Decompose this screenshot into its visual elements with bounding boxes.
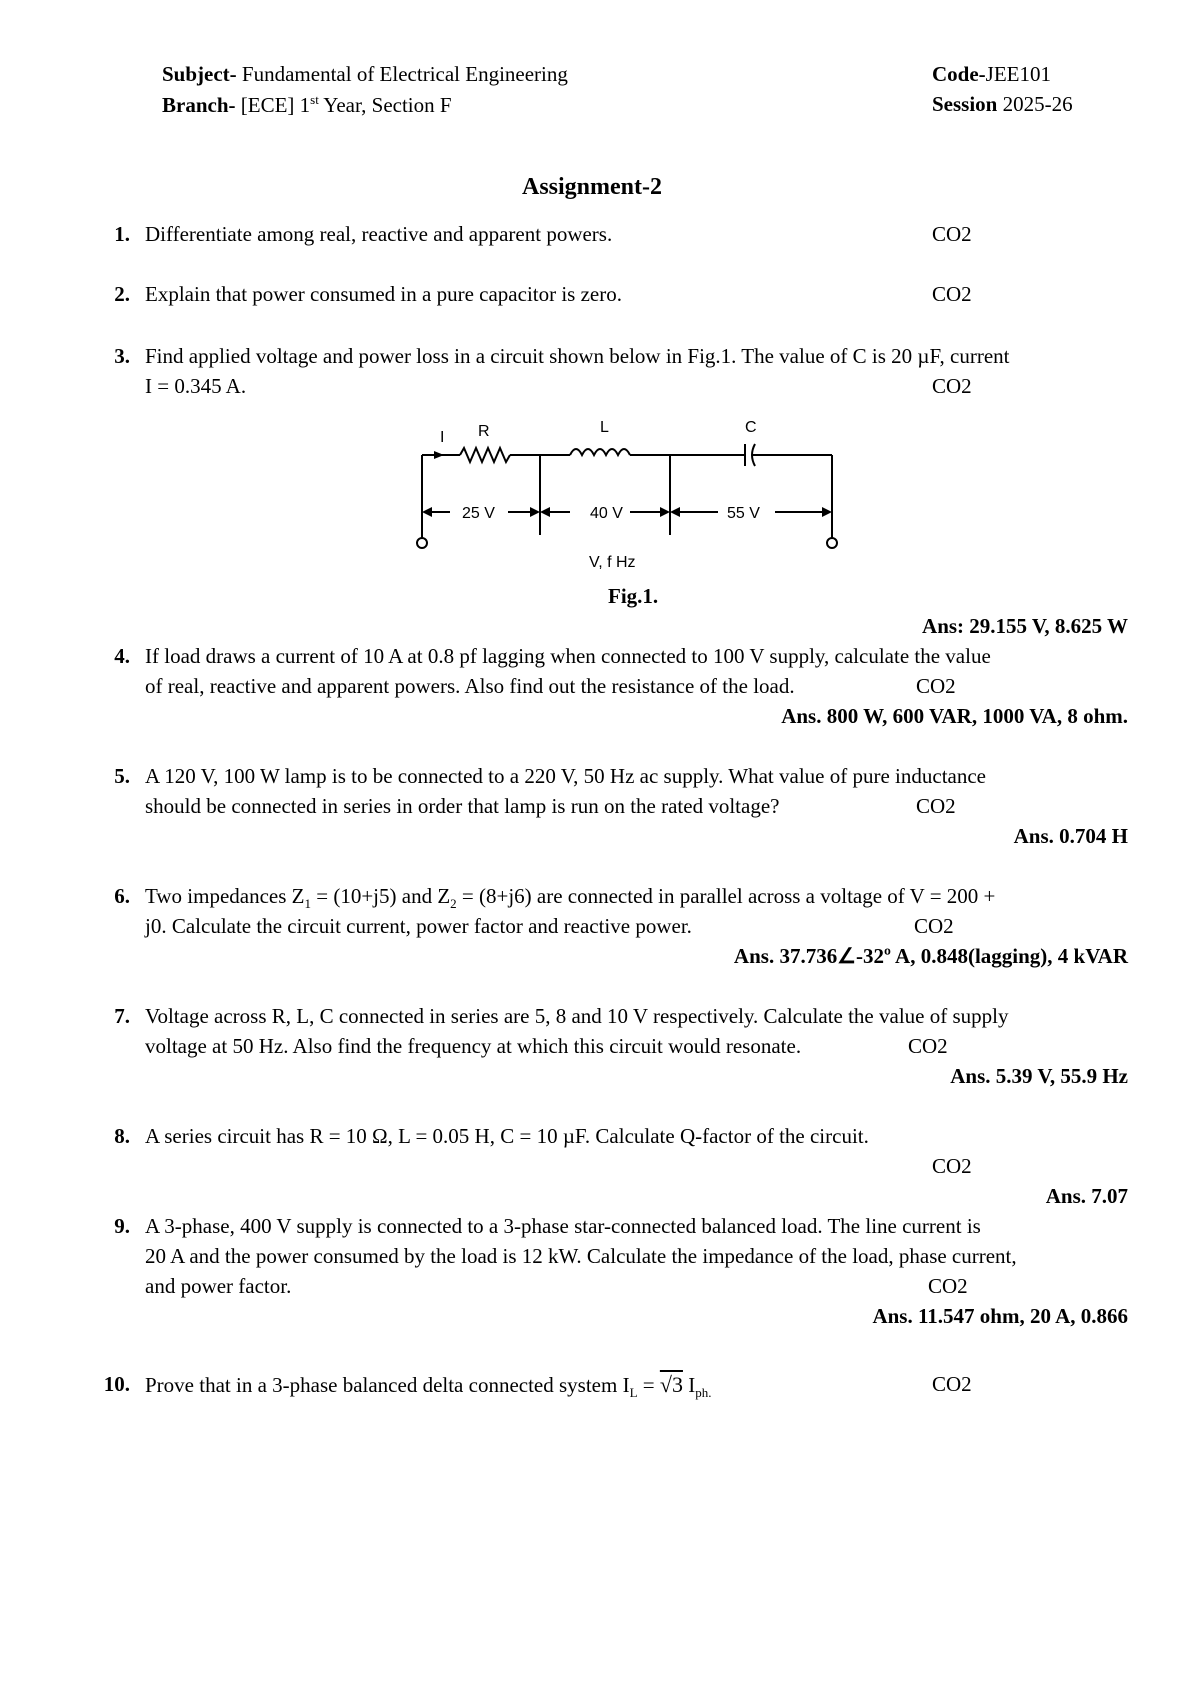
subscript: 1 <box>304 896 311 912</box>
code-value: JEE101 <box>985 62 1051 86</box>
question-text: of real, reactive and apparent powers. Also find out the resistance of the load. <box>145 674 795 698</box>
answer: Ans. 11.547 ohm, 20 A, 0.866 <box>872 1304 1128 1328</box>
course-outcome: CO2 <box>916 794 956 818</box>
question-text-part: Two impedances Z <box>145 884 305 908</box>
arrowhead <box>540 507 550 517</box>
code-label: Code- <box>932 62 986 86</box>
course-outcome: CO2 <box>932 374 972 398</box>
course-outcome: CO2 <box>928 1274 968 1298</box>
arrowhead <box>530 507 540 517</box>
arrowhead <box>822 507 832 517</box>
session-line <box>932 92 1073 117</box>
branch-line <box>162 92 452 118</box>
course-outcome: CO2 <box>932 222 972 246</box>
question-text: Find applied voltage and power loss in a circuit shown below in Fig.1. The value of C is 20 µF, current <box>145 344 1010 368</box>
question-number: 4. <box>114 644 130 668</box>
terminal-left <box>417 538 427 548</box>
question-text: Explain that power consumed in a pure capacitor is zero. <box>145 282 622 306</box>
code-line <box>932 62 1051 87</box>
terminal-right <box>827 538 837 548</box>
course-outcome: CO2 <box>932 1154 972 1178</box>
question-text: Differentiate among real, reactive and apparent powers. <box>145 222 613 246</box>
question-text <box>145 1372 711 1401</box>
arrowhead <box>670 507 680 517</box>
question-text <box>145 884 995 912</box>
question-text-part: = (10+j5) and Z <box>310 884 451 908</box>
current-arrowhead <box>434 451 444 459</box>
subscript: 2 <box>450 896 457 912</box>
question-text: Voltage across R, L, C connected in series are 5, 8 and 10 V respectively. Calculate the value of supply <box>145 1004 1009 1028</box>
answer: Ans. 0.704 H <box>1013 824 1128 848</box>
question-number: 2. <box>114 282 130 306</box>
branch-superscript: st <box>310 92 319 107</box>
subscript: ph. <box>695 1385 712 1401</box>
question-text: and power factor. <box>145 1274 292 1298</box>
question-text: voltage at 50 Hz. Also find the frequency at which this circuit would resonate. <box>145 1034 802 1058</box>
question-text-part: I <box>682 1373 696 1397</box>
branch-label: Branch- <box>162 93 236 117</box>
branch-value: [ECE] 1 <box>235 93 311 117</box>
arrowhead <box>660 507 670 517</box>
question-text: A 3-phase, 400 V supply is connected to a 3-phase star-connected balanced load. The line current is <box>145 1214 981 1238</box>
subject-label: Subject- <box>162 62 237 86</box>
answer: Ans. 37.736∠-32º A, 0.848(lagging), 4 kVAR <box>733 944 1128 968</box>
question-number: 5. <box>114 764 130 788</box>
answer: Ans: 29.155 V, 8.625 W <box>922 614 1128 638</box>
question-text-part: = <box>637 1373 660 1397</box>
question-number: 9. <box>114 1214 130 1238</box>
current-label: I <box>440 429 445 446</box>
question-number: 3. <box>114 344 130 368</box>
branch-value-post: Year, Section F <box>318 93 452 117</box>
subscript: L <box>629 1385 638 1401</box>
answer: Ans. 5.39 V, 55.9 Hz <box>950 1064 1128 1088</box>
sqrt-three: √3 <box>659 1372 683 1397</box>
question-number: 1. <box>114 222 130 246</box>
resistor-symbol <box>460 448 510 462</box>
circuit-diagram <box>400 410 840 580</box>
question-text-part: = (8+j6) are connected in parallel across a voltage of V = 200 + <box>456 884 996 908</box>
source-label: V, f Hz <box>589 554 636 571</box>
session-label: Session <box>932 92 998 116</box>
inductor-label: L <box>600 419 609 436</box>
question-text: 20 A and the power consumed by the load is 12 kW. Calculate the impedance of the load, phase current, <box>145 1244 1017 1268</box>
subject-value: Fundamental of Electrical Engineering <box>236 62 568 86</box>
figure-caption: Fig.1. <box>608 584 659 608</box>
resistor-voltage-label: 25 V <box>462 505 495 522</box>
course-outcome: CO2 <box>914 914 954 938</box>
answer: Ans. 7.07 <box>1045 1184 1128 1208</box>
capacitor-voltage-label: 55 V <box>727 505 760 522</box>
page-title: Assignment-2 <box>522 174 663 200</box>
answer: Ans. 800 W, 600 VAR, 1000 VA, 8 ohm. <box>781 704 1128 728</box>
question-number: 8. <box>114 1124 130 1148</box>
arrowhead <box>422 507 432 517</box>
course-outcome: CO2 <box>916 674 956 698</box>
question-text-part: Prove that in a 3-phase balanced delta connected system I <box>145 1373 630 1397</box>
session-value: 2025-26 <box>997 92 1073 116</box>
course-outcome: CO2 <box>932 1372 972 1396</box>
question-number: 6. <box>114 884 130 908</box>
capacitor-label: C <box>745 419 757 436</box>
question-text: A series circuit has R = 10 Ω, L = 0.05 H, C = 10 µF. Calculate Q-factor of the circuit. <box>145 1124 869 1148</box>
course-outcome: CO2 <box>908 1034 948 1058</box>
question-text: A 120 V, 100 W lamp is to be connected to a 220 V, 50 Hz ac supply. What value of pure inductance <box>145 764 987 788</box>
subject-line <box>162 62 568 87</box>
question-text: If load draws a current of 10 A at 0.8 pf lagging when connected to 100 V supply, calculate the value <box>145 644 991 668</box>
inductor-symbol <box>570 449 630 455</box>
question-number: 7. <box>114 1004 130 1028</box>
question-text: I = 0.345 A. <box>145 374 247 398</box>
question-text: j0. Calculate the circuit current, power factor and reactive power. <box>145 914 692 938</box>
question-text: should be connected in series in order that lamp is run on the rated voltage? <box>145 794 780 818</box>
question-number: 10. <box>103 1372 130 1396</box>
course-outcome: CO2 <box>932 282 972 306</box>
inductor-voltage-label: 40 V <box>590 505 623 522</box>
resistor-label: R <box>478 423 490 440</box>
